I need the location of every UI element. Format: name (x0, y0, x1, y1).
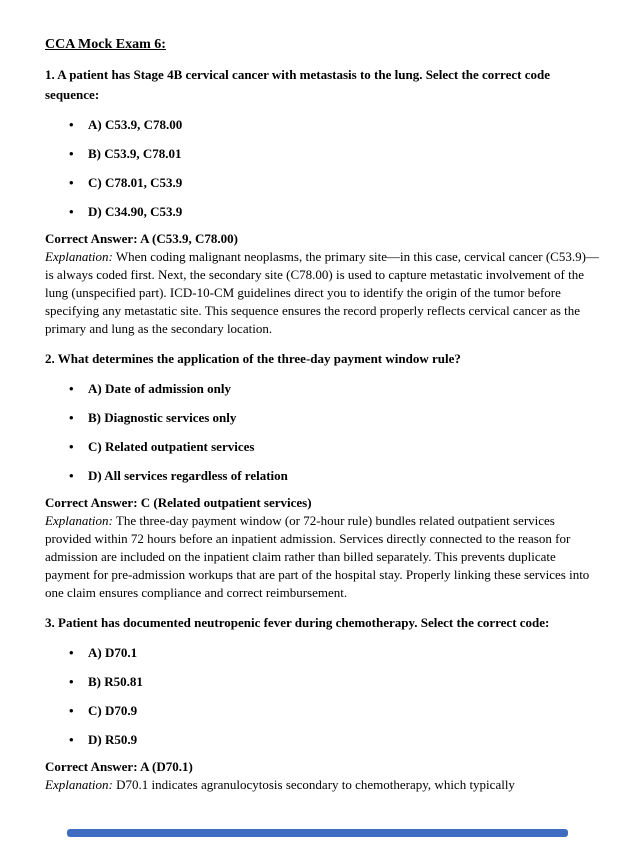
question-block-1 (45, 65, 602, 338)
question-block-2 (45, 349, 602, 602)
bullet-icon: • (69, 703, 74, 718)
options-list (45, 644, 602, 749)
bullet-icon: • (69, 439, 74, 454)
bullet-icon: • (69, 410, 74, 425)
question-text: 2. What determines the application of the three-day payment window rule? (45, 351, 461, 366)
options-list (45, 380, 602, 485)
option-label: A) Date of admission only (88, 381, 232, 396)
bullet-icon: • (69, 117, 74, 132)
option-item (45, 702, 602, 720)
explanation-label: Explanation: (45, 249, 113, 264)
explanation-text: When coding malignant neoplasms, the primary site—in this case, cervical cancer (C53.9)—is always coded first. Next, the secondary site (C78.00) is used to capture metastatic involvement of the lung (unspecified part). ICD-10-CM guidelines direct you to identify the origin of the tumor before specifying any metastatic site. This sequence ensures the record properly reflects cervical cancer as the primary and lung as the secondary location. (45, 249, 599, 336)
correct-answer: Correct Answer: A (C53.9, C78.00) (45, 231, 238, 246)
option-item (45, 380, 602, 398)
bullet-icon: • (69, 732, 74, 747)
bullet-icon: • (69, 204, 74, 219)
option-item (45, 731, 602, 749)
option-label: B) R50.81 (88, 674, 143, 689)
option-label: B) Diagnostic services only (88, 410, 237, 425)
explanation (45, 512, 602, 602)
option-item (45, 673, 602, 691)
option-item (45, 116, 602, 134)
option-label: D) R50.9 (88, 732, 138, 747)
bullet-icon: • (69, 175, 74, 190)
option-item (45, 145, 602, 163)
bullet-icon: • (69, 146, 74, 161)
explanation-label: Explanation: (45, 513, 113, 528)
correct-answer: Correct Answer: A (D70.1) (45, 759, 193, 774)
option-item (45, 438, 602, 456)
options-list (45, 116, 602, 221)
option-item (45, 644, 602, 662)
option-label: C) C78.01, C53.9 (88, 175, 183, 190)
question-text: 3. Patient has documented neutropenic fever during chemotherapy. Select the correct code: (45, 615, 550, 630)
option-item (45, 409, 602, 427)
option-item (45, 174, 602, 192)
bullet-icon: • (69, 674, 74, 689)
option-label: A) D70.1 (88, 645, 138, 660)
option-item (45, 467, 602, 485)
correct-answer: Correct Answer: C (Related outpatient services) (45, 495, 312, 510)
explanation-label: Explanation: (45, 777, 113, 792)
horizontal-scrollbar-thumb[interactable] (67, 829, 568, 837)
option-label: D) All services regardless of relation (88, 468, 288, 483)
option-label: A) C53.9, C78.00 (88, 117, 183, 132)
explanation-text: D70.1 indicates agranulocytosis secondary to chemotherapy, which typically (112, 777, 515, 792)
page-title: CCA Mock Exam 6: (45, 37, 166, 52)
option-label: C) Related outpatient services (88, 439, 255, 454)
bullet-icon: • (69, 381, 74, 396)
option-item (45, 203, 602, 221)
bullet-icon: • (69, 645, 74, 660)
option-label: B) C53.9, C78.01 (88, 146, 182, 161)
option-label: D) C34.90, C53.9 (88, 204, 183, 219)
explanation-text: The three-day payment window (or 72-hour rule) bundles related outpatient services provided within 72 hours before an inpatient admission. Services directly connected to the reason for admission are included on the inpatient claim rather than billed separately. This prevents duplicate payment for pre-admission workups that are part of the hospital stay. Properly linking these services into one claim ensures compliance and correct reimbursement. (45, 513, 590, 600)
option-label: C) D70.9 (88, 703, 138, 718)
question-text: 1. A patient has Stage 4B cervical cancer with metastasis to the lung. Select the correct code sequence: (45, 67, 550, 102)
question-block-3 (45, 613, 602, 794)
explanation (45, 776, 602, 794)
explanation (45, 248, 602, 338)
bullet-icon: • (69, 468, 74, 483)
